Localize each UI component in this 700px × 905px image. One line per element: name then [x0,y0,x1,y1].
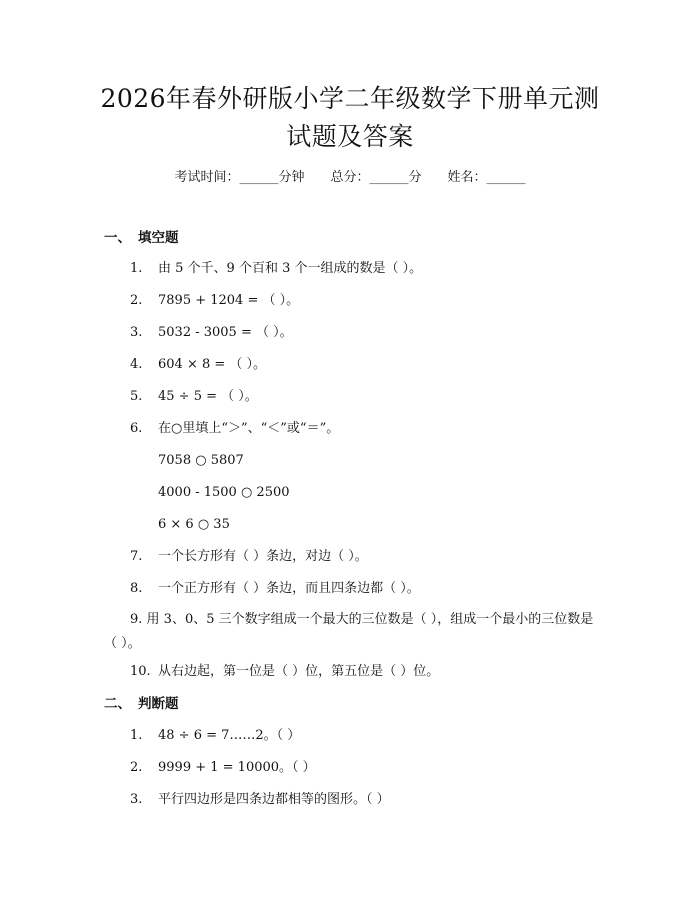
question-item [130,259,422,279]
question-text: 由 5 个千、9 个百和 3 个一组成的数是（ ）。 [158,261,423,276]
question-item [130,323,293,343]
section-heading-true-false [104,694,179,714]
total-score-field: 总分：______分 [330,170,422,185]
question-text: 在○里填上“＞”、“＜”或“＝”。 [158,421,340,436]
question-item-wrapped: 9. 用 3、0、5 三个数字组成一个最大的三位数是（ ），组成一个最小的三位数是（ ）。 [104,612,594,651]
question-number: 7. [130,549,143,564]
section-heading-fill-in [104,228,179,248]
question-text: 48 ÷ 6 = 7……2。（ ） [158,728,301,743]
question-number: 1. [130,261,143,276]
section-label: 填空题 [138,230,179,246]
question-text: 604 × 8 = （ ）。 [158,357,267,372]
compare-expression: 4000 - 1500 ○ 2500 [158,485,290,500]
question-item [130,355,266,375]
section-number: 二、 [104,696,131,712]
question-number: 8. [130,581,143,596]
question-text: 一个长方形有（ ）条边，对边（ ）。 [158,549,368,564]
question-number: 3. [130,325,143,340]
question-text: 从右边起，第一位是（ ）位，第五位是（ ）位。 [158,664,440,679]
question-text: 9999 + 1 = 10000。（ ） [158,760,316,775]
question-text: 7895 + 1204 = （ ）。 [158,293,300,308]
compare-expression: 6 × 6 ○ 35 [158,517,230,532]
question-item [130,758,316,778]
document-title-line-1: 2026年春外研版小学二年级数学下册单元测 [100,84,600,113]
question-number: 1. [130,728,143,743]
section-number: 一、 [104,230,131,246]
question-number: 4. [130,357,143,372]
question-item [130,579,420,599]
question-text: 5032 - 3005 = （ ）。 [158,325,293,340]
question-item [130,726,300,746]
section-label: 判断题 [138,696,179,712]
question-text: 平行四边形是四条边都相等的图形。（ ） [158,792,390,807]
exam-info-line [60,168,640,188]
question-number: 10. [130,664,151,679]
document-title-line-2: 试题及答案 [286,122,414,151]
question-item [130,790,390,810]
question-item [130,291,299,311]
compare-expression: 7058 ○ 5807 [158,453,244,468]
question-number: 2. [130,293,143,308]
question-number: 2. [130,760,143,775]
question-number: 6. [130,421,143,436]
question-item [130,662,439,682]
question-item [130,387,258,407]
exam-time-field: 考试时间：______分钟 [174,170,305,185]
question-item [130,419,339,439]
question-text: 一个正方形有（ ）条边，而且四条边都（ ）。 [158,581,420,596]
question-number: 3. [130,792,143,807]
question-number: 5. [130,389,143,404]
question-text: 45 ÷ 5 = （ ）。 [158,389,258,404]
student-name-field: 姓名：______ [447,170,526,185]
question-item [130,547,368,567]
